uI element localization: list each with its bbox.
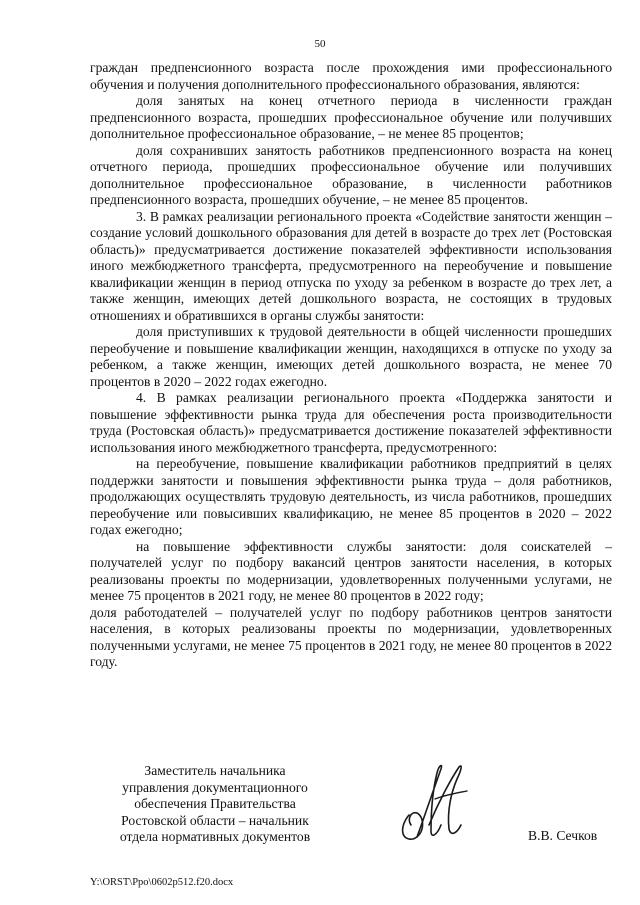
signer-position-line: управления документационного bbox=[122, 779, 308, 795]
page-number: 50 bbox=[314, 38, 326, 50]
paragraph: 4. В рамках реализации регионального проекта «Поддержка занятости и повышение эффективности рынка труда для обеспечения роста производительности труда (Ростовская область)» предусматривается достижение показателей эффективности использования иного межбюджетного трансферта, предусмотренного: bbox=[90, 390, 612, 455]
signer-position-line: Ростовской области – начальник bbox=[121, 812, 309, 828]
paragraph: 3. В рамках реализации регионального проекта «Содействие занятости женщин – создание условий дошкольного образования для детей в возрасте до трех лет (Ростовская область)» предусматривается достижение показателей эффективности использования иного межбюджетного трансферта, предусмотренного на переобучение и повышение квалификации женщин в период отпуска по уходу за ребенком в возрасте до трех лет, а также женщин, имеющих детей дошкольного возраста, не состоящих в трудовых отношениях и обратившихся в органы службы занятости: bbox=[90, 208, 612, 323]
paragraph: доля работодателей – получателей услуг по подбору работников центров занятости населения, в которых реализованы проекты по модернизации, удовлетворенных полученными услугами, не менее 75 процентов в 2021 году, не менее 80 процентов в 2022 году. bbox=[90, 604, 612, 669]
signer-position-line: отдела нормативных документов bbox=[119, 829, 311, 844]
signer-position bbox=[100, 763, 330, 846]
signer-position-line: Заместитель начальника bbox=[144, 763, 286, 778]
document-body bbox=[90, 60, 612, 671]
paragraph: доля сохранивших занятость работников предпенсионного возраста на конец отчетного периода, прошедших профессиональное обучение или получивших дополнительное профессиональное образование, в численности работников предпенсионного возраста, прошедших обучение, – не менее 85 процентов. bbox=[90, 142, 612, 207]
paragraph: граждан предпенсионного возраста после прохождения ими профессионального обучения и получения дополнительного профессионального образования, являются: bbox=[90, 60, 612, 92]
paragraph: на повышение эффективности службы занятости: доля соискателей – получателей услуг по подбору вакансий центров занятости населения, в которых реализованы проекты по модернизации, удовлетворенных полученными услугами, не менее 75 процентов в 2021 году, не менее 80 процентов в 2022 году; bbox=[90, 538, 612, 603]
handwritten-signature bbox=[395, 755, 475, 845]
paragraph: доля приступивших к трудовой деятельности в общей численности прошедших переобучение и повышение квалификации женщин, находящихся в отпуске по уходу за ребенком, а также женщин, имеющих детей дошкольного возраста, не менее 70 процентов в 2020 – 2022 годах ежегодно. bbox=[90, 324, 612, 389]
signer-name: В.В. Сечков bbox=[528, 828, 598, 843]
paragraph: доля занятых на конец отчетного периода в численности граждан предпенсионного возраста, прошедших профессиональное обучение или получивших дополнительное профессиональное образование, – не менее 85 процентов; bbox=[90, 93, 612, 141]
paragraph: на переобучение, повышение квалификации работников предприятий в целях поддержки занятости и повышения эффективности рынка труда – доля работников, продолжающих осуществлять трудовую деятельность, из числа работников, прошедших переобучение или повысивших квалификацию, не менее 85 процентов в 2020 – 2022 годах ежегодно; bbox=[90, 456, 612, 537]
signer-position-line: обеспечения Правительства bbox=[134, 796, 296, 811]
file-path: Y:\ORST\Ppo\0602p512.f20.docx bbox=[90, 877, 234, 888]
